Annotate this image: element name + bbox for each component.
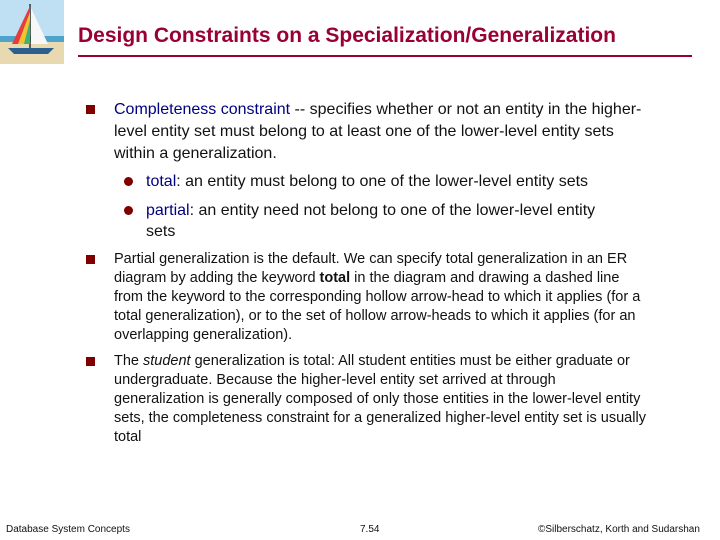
- square-bullet-icon: [86, 357, 95, 366]
- bullet-text: in the diagram and drawing a dashed line from the keyword to the corresponding hollow arrow-head to which it applies (for a total generalization), or to the set of hollow arrow-heads to which it applies (for an overlapping generalization).: [114, 270, 641, 343]
- keyword-total: total: [146, 173, 177, 190]
- round-bullet-icon: [124, 177, 133, 186]
- bullet-student-generalization: [86, 352, 646, 447]
- round-bullet-icon: [124, 206, 133, 215]
- bullet-text: -- specifies whether or not an entity in the higher-level entity set must belong to at least one of the lower-level entity sets within a generalization.: [114, 101, 642, 162]
- sub-bullet-total: [124, 171, 664, 192]
- bullet-partial-default: [86, 250, 646, 345]
- sub-bullet-text: : an entity must belong to one of the lower-level entity sets: [176, 173, 589, 190]
- sub-bullet-partial: [124, 200, 624, 242]
- square-bullet-icon: [86, 255, 95, 264]
- sub-bullet-text: : an entity need not belong to one of the lower-level entity sets: [146, 202, 596, 240]
- bullet-text: Partial generalization is the default. We can specify total generalization in an ER diagram by adding the keyword: [114, 251, 628, 286]
- bullet-text: The: [114, 353, 144, 369]
- keyword-bold-total: total: [319, 270, 351, 286]
- keyword-completeness: Completeness constraint: [114, 101, 291, 118]
- footer-page-number: 7.54: [360, 524, 380, 535]
- footer-right: ©Silberschatz, Korth and Sudarshan: [538, 524, 700, 535]
- page-title: Design Constraints on a Specialization/Generalization: [78, 24, 616, 47]
- bullet-text: generalization is total: All student entities must be either graduate or undergraduate. Because the higher-level entity set arrived at through generalization is generally composed of only those entities in the lower-level entity sets, the completeness constraint for a generalized higher-level entity set is usually total: [114, 353, 646, 445]
- footer-left: Database System Concepts: [6, 524, 130, 535]
- keyword-partial: partial: [146, 202, 190, 219]
- sailboat-icon: [0, 0, 64, 64]
- bullet-completeness: [86, 99, 646, 165]
- italic-student: student: [143, 353, 191, 369]
- title-underline: [78, 55, 692, 57]
- square-bullet-icon: [86, 105, 95, 114]
